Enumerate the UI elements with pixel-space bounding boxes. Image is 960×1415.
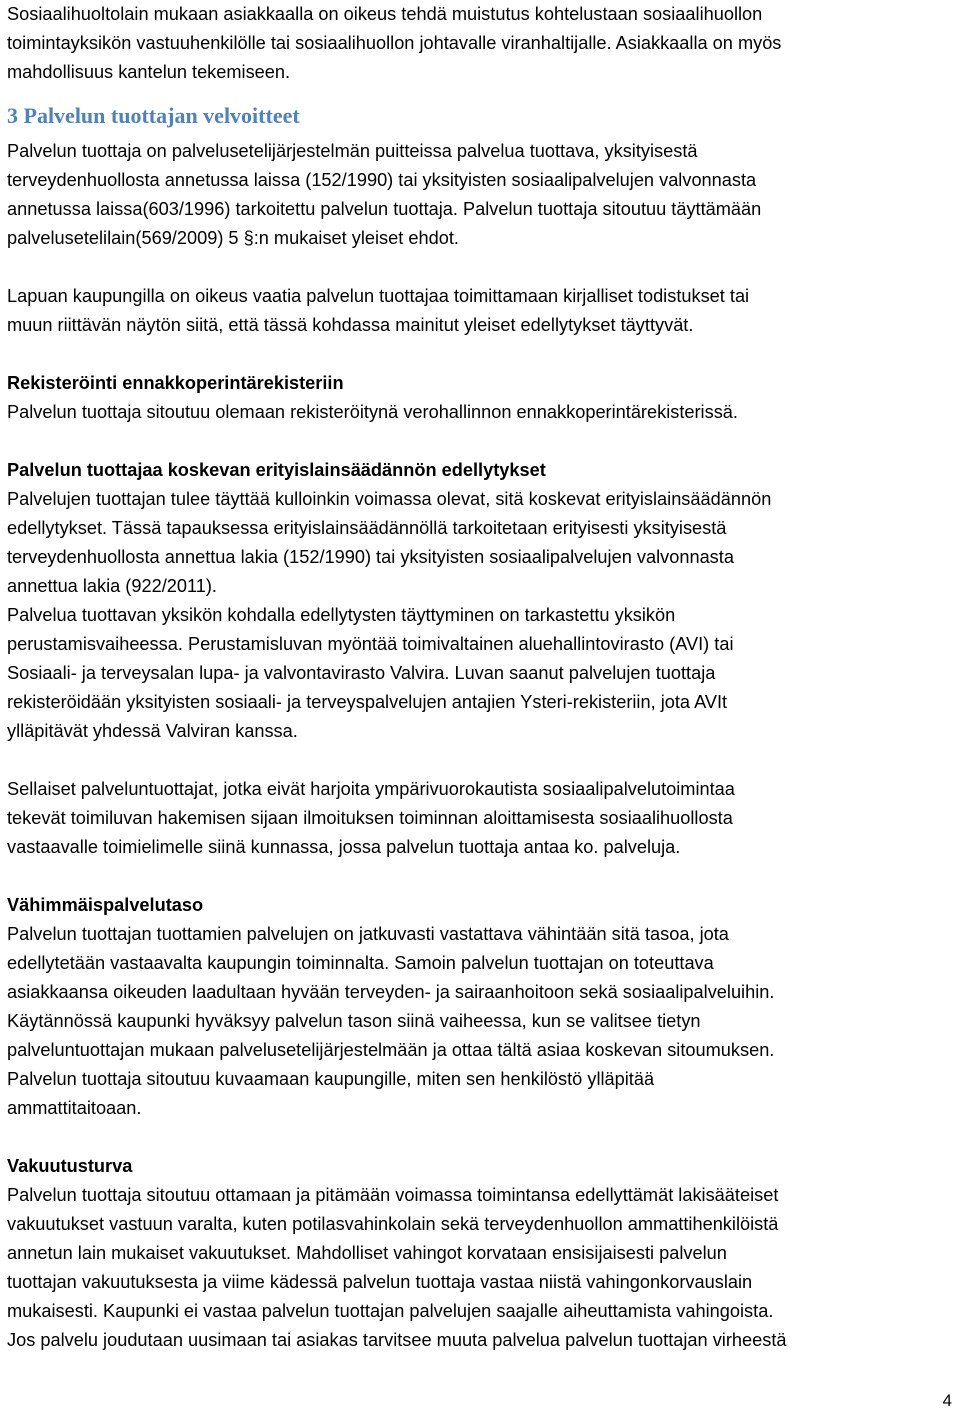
paragraph-gap [7, 427, 952, 456]
text-line: palvelusetelilain(569/2009) 5 §:n mukaiset yleiset ehdot. [7, 228, 459, 248]
text-line: mukaisesti. Kaupunki ei vastaa palvelun tuottajan palvelujen saajalle aiheuttamista vahingoista. [7, 1301, 774, 1321]
subheading-minimum-level: Vähimmäispalvelutaso [7, 895, 204, 915]
text-line: terveydenhuollosta annetussa laissa (152/1990) tai yksityisten sosiaalipalvelujen valvonnasta [7, 170, 757, 190]
subheading-insurance: Vakuutusturva [7, 1156, 133, 1176]
text-line: palveluntuottajan mukaan palvelusetelijärjestelmään ja ottaa tältä asiaa koskevan sitoumuksen. [7, 1040, 775, 1060]
text-line: Palvelua tuottavan yksikön kohdalla edellytysten täyttyminen on tarkastettu yksikön [7, 605, 676, 625]
text-line: muun riittävän näytön siitä, että tässä kohdassa mainitut yleiset edellytykset täyttyvät. [7, 315, 694, 335]
paragraph-gap [7, 253, 952, 282]
text-line: vakuutukset vastuun varalta, kuten potilasvahinkolain sekä terveydenhuollon ammattihenkilöistä [7, 1214, 779, 1234]
text-line: ylläpitävät yhdessä Valviran kanssa. [7, 721, 298, 741]
text-line: ammattitaitoaan. [7, 1098, 142, 1118]
text-line: Palvelun tuottaja on palvelusetelijärjestelmän puitteissa palvelua tuottava, yksityisestä [7, 141, 698, 161]
text-line: Palvelun tuottaja sitoutuu kuvaamaan kaupungille, miten sen henkilöstö ylläpitää [7, 1069, 655, 1089]
paragraph-gap [7, 1123, 952, 1152]
text-line: Palvelun tuottaja sitoutuu olemaan rekisteröitynä verohallinnon ennakkoperintärekisterissä. [7, 402, 738, 422]
text-line: rekisteröidään yksityisten sosiaali- ja terveyspalvelujen antajien Ysteri-rekisteriin, jota AVIt [7, 692, 728, 712]
text-line: Palvelun tuottaja sitoutuu ottamaan ja pitämään voimassa toimintansa edellyttämät lakisääteiset [7, 1185, 779, 1205]
text-line: tuottajan vakuutuksesta ja viime kädessä palvelun tuottaja vastaa niistä vahingonkorvauslain [7, 1272, 753, 1292]
text-line: edellytetään vastaavalta kaupungin toiminnalta. Samoin palvelun tuottajan on toteuttava [7, 953, 714, 973]
section3-paragraph-2 [7, 282, 952, 340]
page-content [7, 0, 952, 1355]
text-line: Käytännössä kaupunki hyväksyy palvelun tason siinä vaiheessa, kun se valitsee tietyn [7, 1011, 701, 1031]
special-law-paragraph-2 [7, 775, 952, 862]
text-line: Sosiaali- ja terveysalan lupa- ja valvontavirasto Valvira. Luvan saanut palvelujen tuottaja [7, 663, 716, 683]
text-line: terveydenhuollosta annettua lakia (152/1990) tai yksityisten sosiaalipalvelujen valvonnasta [7, 547, 734, 567]
text-line: perustamisvaiheessa. Perustamisluvan myöntää toimivaltainen aluehallintovirasto (AVI) tai [7, 634, 734, 654]
paragraph-gap [7, 340, 952, 369]
subheading-special-law: Palvelun tuottajaa koskevan erityislainsäädännön edellytykset [7, 460, 546, 480]
subheading-registration: Rekisteröinti ennakkoperintärekisteriin [7, 373, 344, 393]
text-line: Lapuan kaupungilla on oikeus vaatia palvelun tuottajaa toimittamaan kirjalliset todistukset tai [7, 286, 750, 306]
paragraph-gap [7, 862, 952, 891]
text-line: annetussa laissa(603/1996) tarkoitettu palvelun tuottaja. Palvelun tuottaja sitoutuu täyttämään [7, 199, 762, 219]
registration-paragraph [7, 398, 952, 427]
text-line: tekevät toimiluvan hakemisen sijaan ilmoituksen toiminnan aloittamisesta sosiaalihuollosta [7, 808, 733, 828]
paragraph-gap [7, 746, 952, 775]
page-number: 4 [942, 1391, 952, 1410]
text-line: asiakkaansa oikeuden laadultaan hyvään terveyden- ja sairaanhoitoon sekä sosiaalipalveluihin. [7, 982, 775, 1002]
text-line: toimintayksikön vastuuhenkilölle tai sosiaalihuollon johtavalle viranhaltijalle. Asiakkaalla on myös [7, 33, 782, 53]
special-law-paragraph-1 [7, 485, 952, 746]
text-line: Sosiaalihuoltolain mukaan asiakkaalla on oikeus tehdä muistutus kohtelustaan sosiaalihuollon [7, 4, 763, 24]
intro-paragraph [7, 0, 952, 87]
text-line: vastaavalle toimielimelle siinä kunnassa, jossa palvelun tuottaja antaa ko. palveluja. [7, 837, 681, 857]
text-line: Palvelujen tuottajan tulee täyttää kulloinkin voimassa olevat, sitä koskevat erityislainsäädännön [7, 489, 772, 509]
insurance-paragraph [7, 1181, 952, 1355]
text-line: mahdollisuus kantelun tekemiseen. [7, 62, 291, 82]
text-line: Jos palvelu joudutaan uusimaan tai asiakas tarvitsee muuta palvelua palvelun tuottajan virheestä [7, 1330, 787, 1350]
minimum-level-paragraph [7, 920, 952, 1123]
text-line: edellytykset. Tässä tapauksessa erityislainsäädännöllä tarkoitetaan erityisesti yksityisestä [7, 518, 727, 538]
text-line: Sellaiset palveluntuottajat, jotka eivät harjoita ympärivuorokautista sosiaalipalvelutoimintaa [7, 779, 735, 799]
text-line: annettua lakia (922/2011). [7, 576, 217, 596]
section-heading: 3 Palvelun tuottajan velvoitteet [7, 103, 300, 128]
text-line: annetun lain mukaiset vakuutukset. Mahdolliset vahingot korvataan ensisijaisesti palvelun [7, 1243, 727, 1263]
section3-paragraph-1 [7, 137, 952, 253]
text-line: Palvelun tuottajan tuottamien palvelujen on jatkuvasti vastattava vähintään sitä tasoa, jota [7, 924, 729, 944]
